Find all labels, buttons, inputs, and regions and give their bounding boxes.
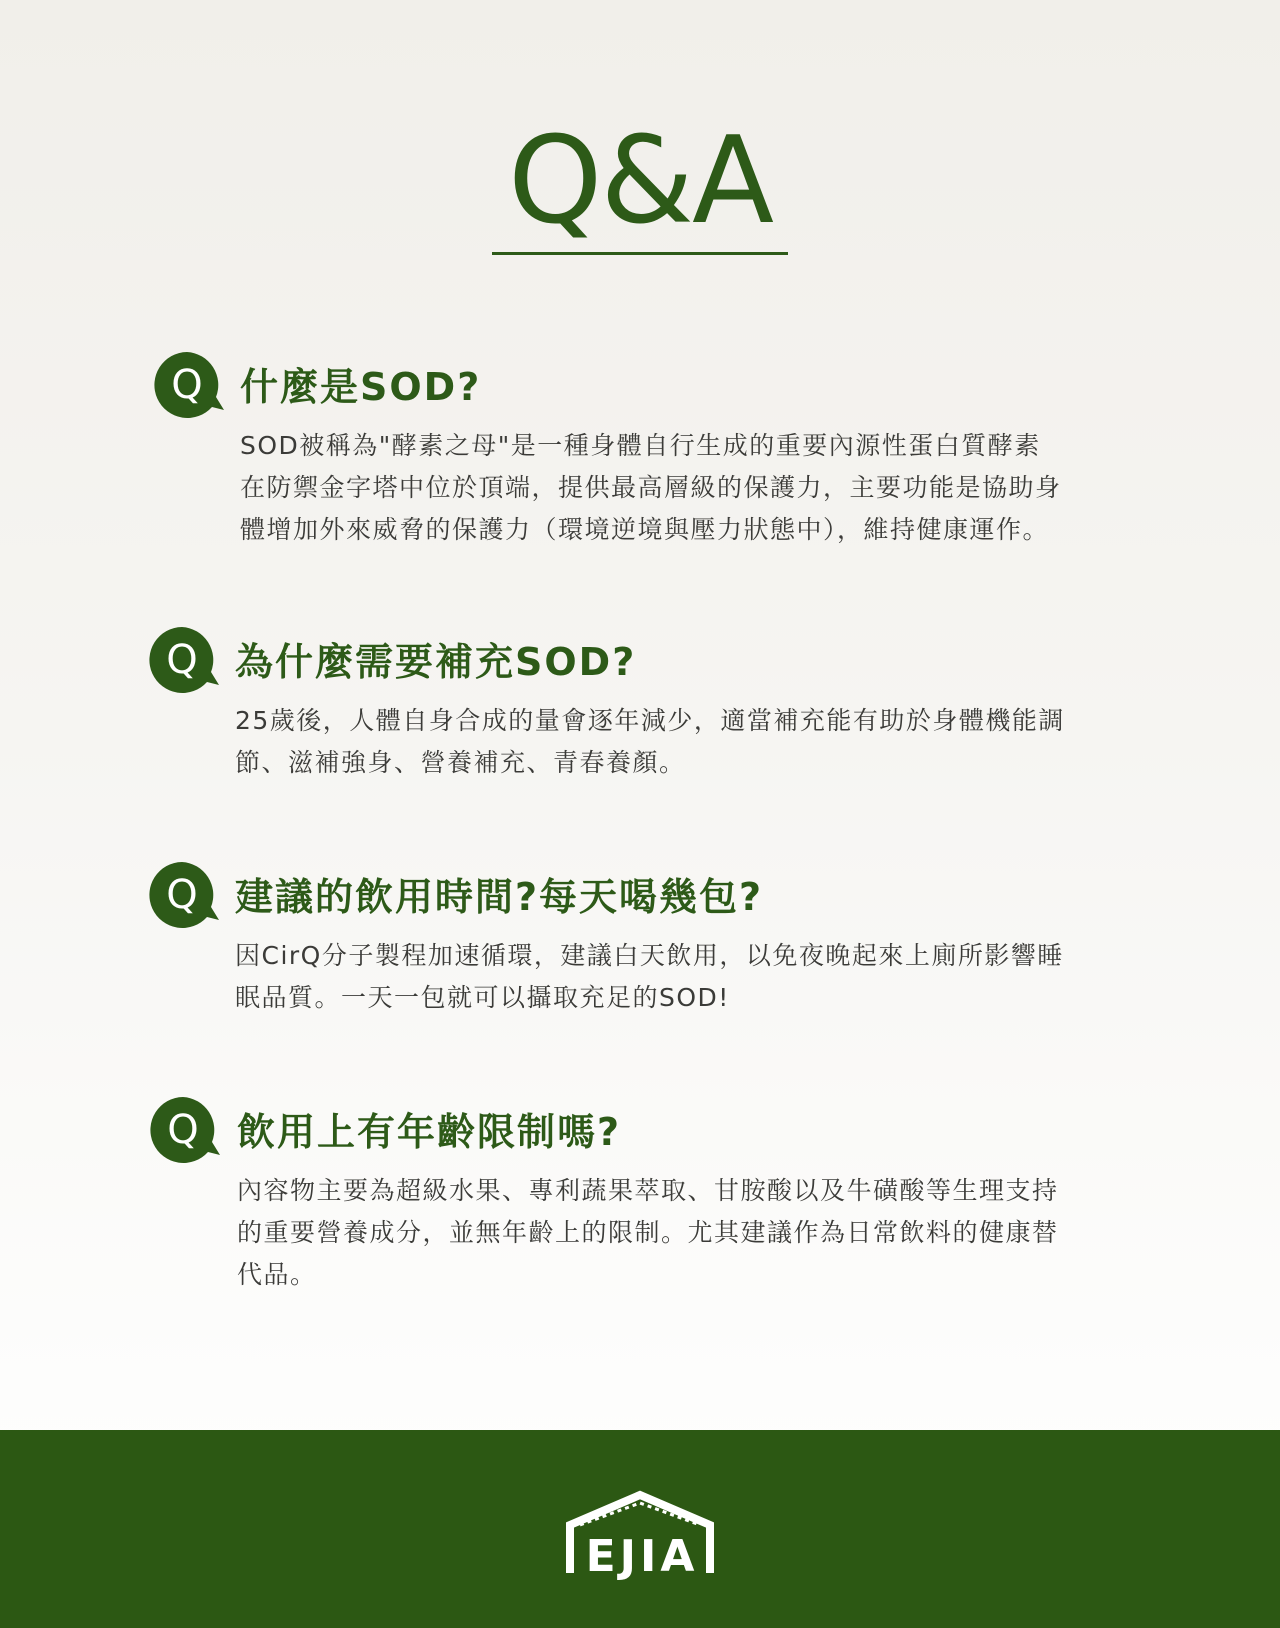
title-underline: [492, 252, 788, 255]
page-title: Q&A: [507, 112, 773, 251]
answer-line: 眠品質。一天一包就可以攝取充足的SOD!: [235, 983, 730, 1012]
badge-letter: Q: [166, 637, 198, 683]
answer-line: 因CirQ分子製程加速循環，建議白天飲用，以免夜晚起來上廁所影響睡: [235, 941, 1064, 970]
answer-line: 內容物主要為超級水果、專利蔬果萃取、甘胺酸以及牛磺酸等生理支持: [237, 1176, 1059, 1205]
speech-bubble-icon: [147, 625, 227, 695]
answer-text: [237, 1170, 1127, 1296]
answer-line: 節、滋補強身、營養補充、青春養顏。: [235, 748, 686, 777]
question-heading: 為什麼需要補充SOD?: [235, 640, 637, 684]
speech-bubble-icon: [152, 350, 232, 420]
badge-letter: Q: [171, 362, 203, 408]
speech-bubble-icon: [147, 860, 227, 930]
question-heading: 建議的飲用時間?每天喝幾包?: [235, 875, 764, 919]
answer-line: 在防禦金字塔中位於頂端，提供最高層級的保護力，主要功能是協助身: [240, 473, 1062, 502]
logo-text: EJIA: [585, 1531, 699, 1582]
badge-letter: Q: [166, 872, 198, 918]
question-heading: 什麼是SOD?: [240, 365, 482, 409]
question-heading: 飲用上有年齡限制嗎?: [237, 1110, 622, 1154]
badge-letter: Q: [167, 1107, 199, 1153]
answer-text: [235, 700, 1125, 784]
speech-bubble-icon: [148, 1095, 228, 1165]
answer-line: 體增加外來威脅的保護力（環境逆境與壓力狀態中），維持健康運作。: [240, 515, 1050, 544]
ejia-logo: [560, 1485, 720, 1585]
footer-band: [0, 1430, 1280, 1628]
answer-line: 代品。: [237, 1260, 317, 1289]
answer-text: [235, 935, 1125, 1019]
answer-line: SOD被稱為"酵素之母"是一種身體自行生成的重要內源性蛋白質酵素: [240, 431, 1041, 460]
answer-line: 的重要營養成分，並無年齡上的限制。尤其建議作為日常飲料的健康替: [237, 1218, 1059, 1247]
answer-text: [240, 425, 1130, 551]
answer-line: 25歲後，人體自身合成的量會逐年減少，適當補充能有助於身體機能調: [235, 706, 1065, 735]
